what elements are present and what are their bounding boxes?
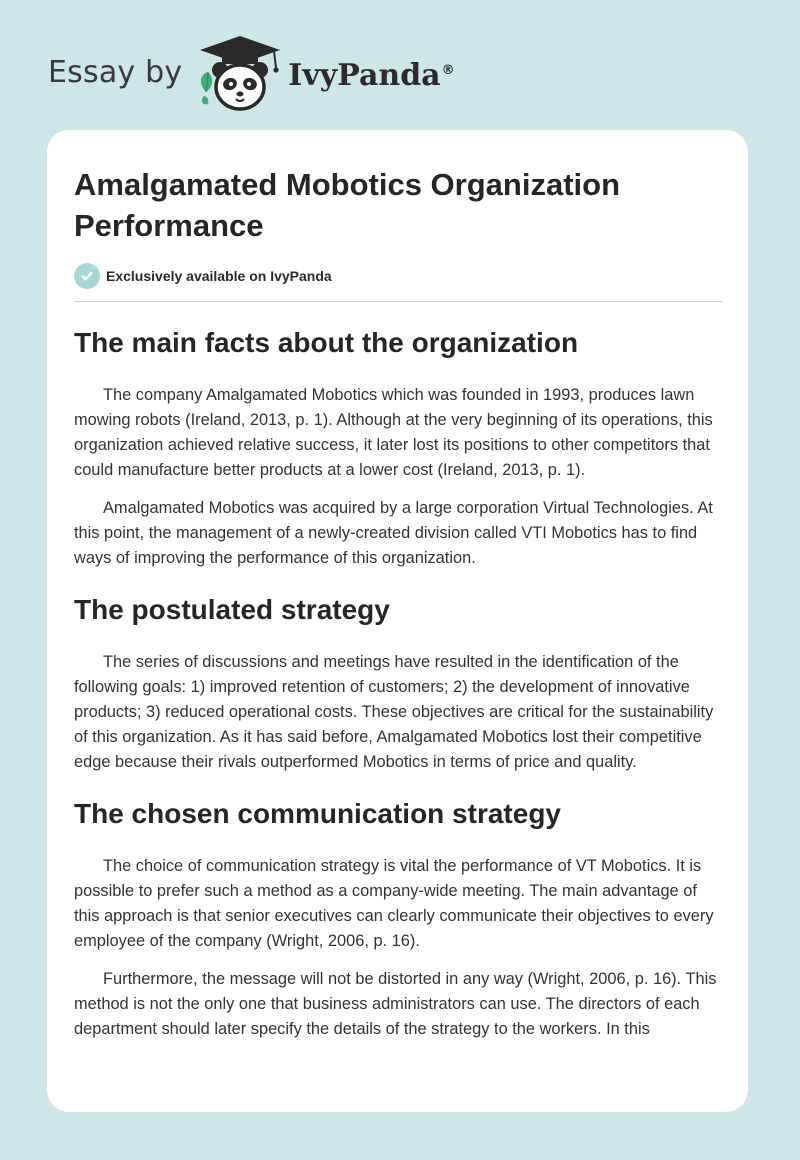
exclusive-badge xyxy=(74,263,722,289)
paragraph: Amalgamated Mobotics was acquired by a large corporation Virtual Technologies. At this point, the management of a newly-created division called VTI Mobotics has to find ways of improving the performance of this organization. xyxy=(74,499,713,567)
badge-text: Exclusively available on IvyPanda xyxy=(106,268,332,284)
paragraph: The company Amalgamated Mobotics which was founded in 1993, produces lawn mowing robots (Ireland, 2013, p. 1). Although at the very beginning of its operations, this organization achieved relative success, it later lost its positions to other competitors that could manufacture better products at a lower cost (Ireland, 2013, p. 1). xyxy=(74,386,713,479)
brand-name: IvyPanda® xyxy=(288,57,455,93)
brand-header[interactable] xyxy=(48,34,455,114)
page-title: Amalgamated Mobotics Organization Performance xyxy=(74,167,621,243)
paragraph: The series of discussions and meetings have resulted in the identification of the following goals: 1) improved retention of customers; 2) the development of innovative products; 3) reduced operational costs. These objectives are critical for the sustainability of this organization. As it has said before, Amalgamated Mobotics lost their competitive edge because their rivals outperformed Mobotics in terms of price and quality. xyxy=(74,653,714,771)
paragraph: The choice of communication strategy is vital the performance of VT Mobotics. It is possible to prefer such a method as a company-wide meeting. The main advantage of this approach is that senior executives can clearly communicate their objectives to every employee of the company (Wright, 2006, p. 16). xyxy=(74,857,714,950)
article-card xyxy=(47,130,748,1112)
check-icon xyxy=(74,263,100,289)
graduate-panda-icon xyxy=(196,34,284,114)
paragraph: Furthermore, the message will not be distorted in any way (Wright, 2006, p. 16). This method is not the only one that business administrators can use. The directors of each department should later specify the details of the strategy to the workers. In this xyxy=(74,970,717,1038)
divider xyxy=(74,301,722,302)
brand-prefix: Essay by xyxy=(48,54,183,90)
section-heading-main-facts: The main facts about the organization xyxy=(74,327,579,358)
section-heading-postulated-strategy: The postulated strategy xyxy=(74,594,390,625)
brand-registered-mark: ® xyxy=(441,62,455,78)
section-heading-communication-strategy: The chosen communication strategy xyxy=(74,798,561,829)
